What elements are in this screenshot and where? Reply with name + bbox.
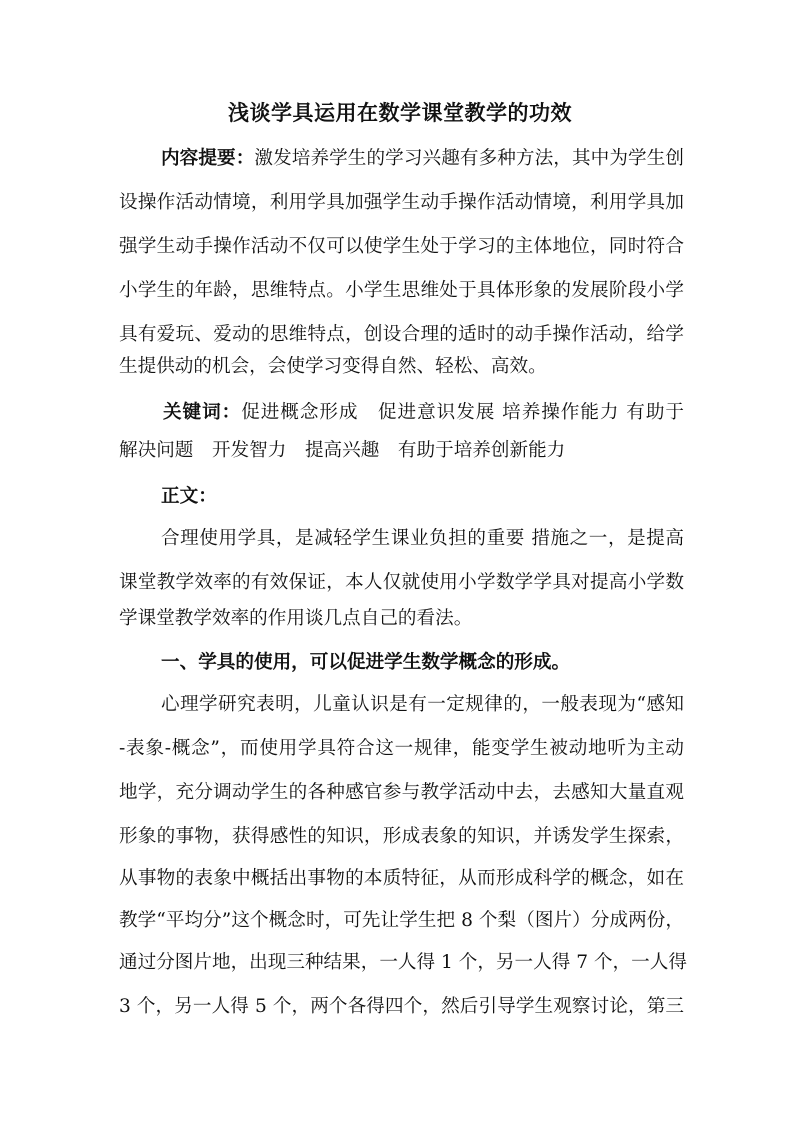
section-1-line-4: 形象的事物，获得感性的知识，形成表象的知识，并诱发学生探索， <box>119 826 684 847</box>
abstract-line-6: 生提供动的机会，会使学习变得自然、轻松、高效。 <box>119 356 547 377</box>
body-label: 正文： <box>161 486 217 507</box>
section-1-line-2: -表象-概念”，而使用学具符合这一规律，能变学生被动地听为主动 <box>119 738 684 759</box>
abstract-line-5: 具有爱玩、爱动的思维特点，创设合理的适时的动手操作活动，给学 <box>119 324 684 345</box>
intro-line-3: 学课堂教学效率的作用谈几点自己的看法。 <box>119 608 473 629</box>
abstract-line-4: 小学生的年龄，思维特点。小学生思维处于具体形象的发展阶段小学 <box>119 280 684 301</box>
section-1-line-8: 3 个，另一人得 5 个，两个各得四个，然后引导学生观察讨论，第三 <box>119 996 684 1017</box>
section-1-heading: 一、学具的使用，可以促进学生数学概念的形成。 <box>161 652 571 673</box>
abstract-label: 内容提要： <box>161 148 255 169</box>
keywords-line-1 <box>163 398 684 428</box>
section-1-line-6: 教学“平均分”这个概念时，可先让学生把 8 个梨（图片）分成两份， <box>119 910 684 931</box>
intro-line-2: 课堂教学效率的有效保证，本人仅就使用小学数学学具对提高小学数 <box>119 572 684 593</box>
abstract-line-3: 强学生动手操作活动不仅可以使学生处于学习的主体地位，同时符合 <box>119 236 684 257</box>
intro-line-1: 合理使用学具，是减轻学生课业负担的重要 措施之一，是提高 <box>161 528 684 549</box>
section-1-line-1: 心理学研究表明，儿童认识是有一定规律的，一般表现为“感知 <box>161 694 684 715</box>
document-title: 浅谈学具运用在数学课堂教学的功效 <box>228 100 572 125</box>
abstract-text-1: 激发培养学生的学习兴趣有多种方法，其中为学生创 <box>254 148 684 169</box>
abstract-line-2: 设操作活动情境，利用学具加强学生动手操作活动情境，利用学具加 <box>119 192 684 213</box>
keywords-label: 关键词： <box>163 402 242 423</box>
abstract-line-1 <box>161 144 684 174</box>
section-1-line-3: 地学，充分调动学生的各种感官参与教学活动中去，去感知大量直观 <box>119 782 684 803</box>
keywords-line-2: 解决问题 开发智力 提高兴趣 有助于培养创新能力 <box>119 440 566 461</box>
section-1-line-5: 从事物的表象中概括出事物的本质特征，从而形成科学的概念，如在 <box>119 868 684 889</box>
keywords-text-1: 促进概念形成 促进意识发展 培养操作能力 有助于 <box>241 402 684 423</box>
section-1-line-7: 通过分图片地，出现三种结果，一人得 1 个，另一人得 7 个，一人得 <box>119 952 687 973</box>
